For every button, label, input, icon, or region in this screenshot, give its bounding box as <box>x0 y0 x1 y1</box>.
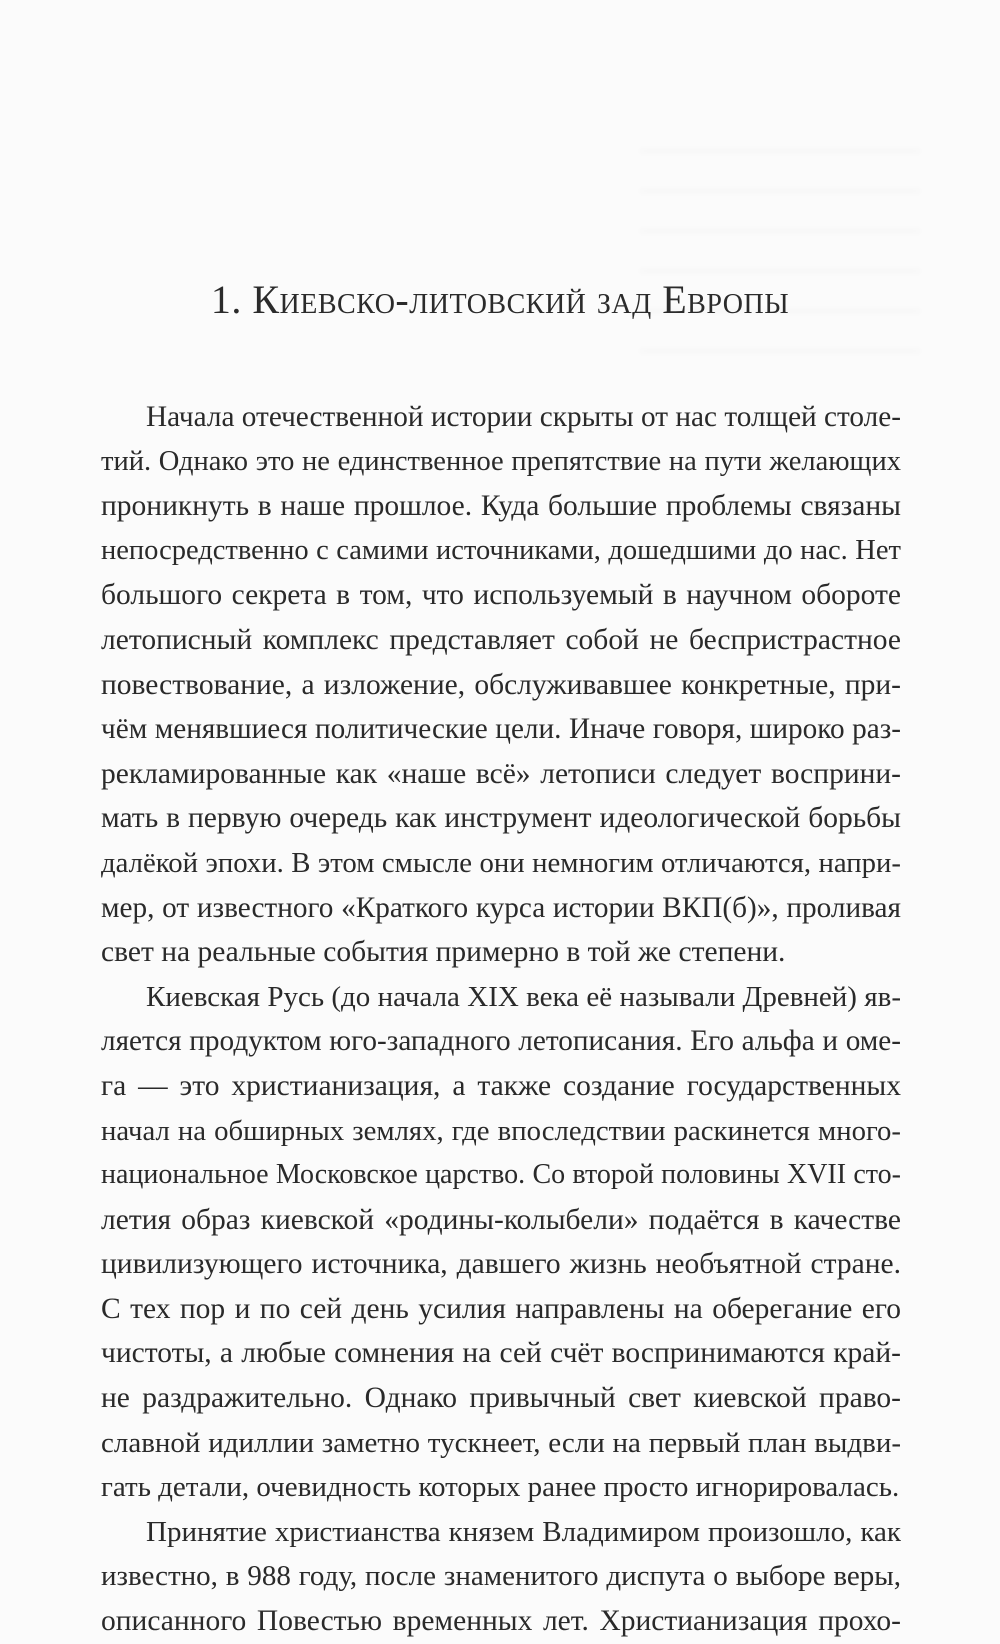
text-line: Начала отечественной истории скрыты от нас толщей столе- <box>146 401 901 433</box>
text-line: чистоты, а любые сомнения на сей счёт воспринимаются край- <box>101 1337 901 1370</box>
text-line: повествование, а изложение, обслуживавшее конкретные, при- <box>101 668 901 701</box>
text-line: славной идиллии заметно тускнеет, если на первый план выдви- <box>101 1426 901 1459</box>
body-text <box>101 395 901 1644</box>
text-line: рекламированные как «наше всё» летописи следует восприни- <box>101 757 901 790</box>
text-line: гать детали, очевидность которых ранее просто игнорировалась. <box>101 1471 900 1504</box>
text-line: непосредственно с самими источниками, дошедшими до нас. Нет <box>101 534 901 566</box>
text-line: известно, в 988 году, после знаменитого диспута о выборе веры, <box>101 1560 901 1593</box>
text-line: далёкой эпохи. В этом смысле они немногим отличаются, напри- <box>101 846 901 879</box>
text-line: большого секрета в том, что используемый в научном обороте <box>101 579 901 612</box>
text-line: мать в первую очередь как инструмент идеологической борьбы <box>101 802 901 835</box>
text-line: тий. Однако это не единственное препятствие на пути желающих <box>101 445 901 477</box>
text-line: ляется продуктом юго-западного летописания. Его альфа и оме- <box>101 1025 901 1058</box>
text-line: свет на реальные события примерно в той же степени. <box>101 936 786 969</box>
text-line: летописный комплекс представляет собой не беспристрастное <box>101 623 901 656</box>
text-line: мер, от известного «Краткого курса истории ВКП(б)», проливая <box>101 891 901 924</box>
text-line: не раздражительно. Однако привычный свет киевской право- <box>101 1382 901 1415</box>
text-line: начал на обширных землях, где впоследствии раскинется много- <box>101 1114 901 1147</box>
text-line: С тех пор и по сей день усилия направлены на оберегание его <box>101 1292 901 1325</box>
text-line: чём менявшиеся политические цели. Иначе говоря, широко раз- <box>101 713 901 746</box>
show-through-text <box>640 150 920 360</box>
text-line: описанного Повестью временных лет. Христианизация прохо- <box>101 1605 901 1638</box>
text-line: Киевская Русь (до начала XIX века её называли Древней) яв- <box>146 980 901 1013</box>
text-line: Принятие христианства князем Владимиром произошло, как <box>146 1515 901 1548</box>
text-line: га — это христианизация, а также создание государственных <box>101 1069 901 1102</box>
text-line: летия образ киевской «родины-колыбели» подаётся в качестве <box>101 1203 901 1236</box>
text-line: национальное Московское царство. Со второй половины XVII сто- <box>101 1159 901 1191</box>
chapter-title: 1. Киевско-литовский зад Европы <box>210 277 790 322</box>
text-line: цивилизующего источника, давшего жизнь необъятной стране. <box>101 1248 901 1281</box>
text-line: проникнуть в наше прошлое. Куда большие проблемы связаны <box>101 490 901 523</box>
